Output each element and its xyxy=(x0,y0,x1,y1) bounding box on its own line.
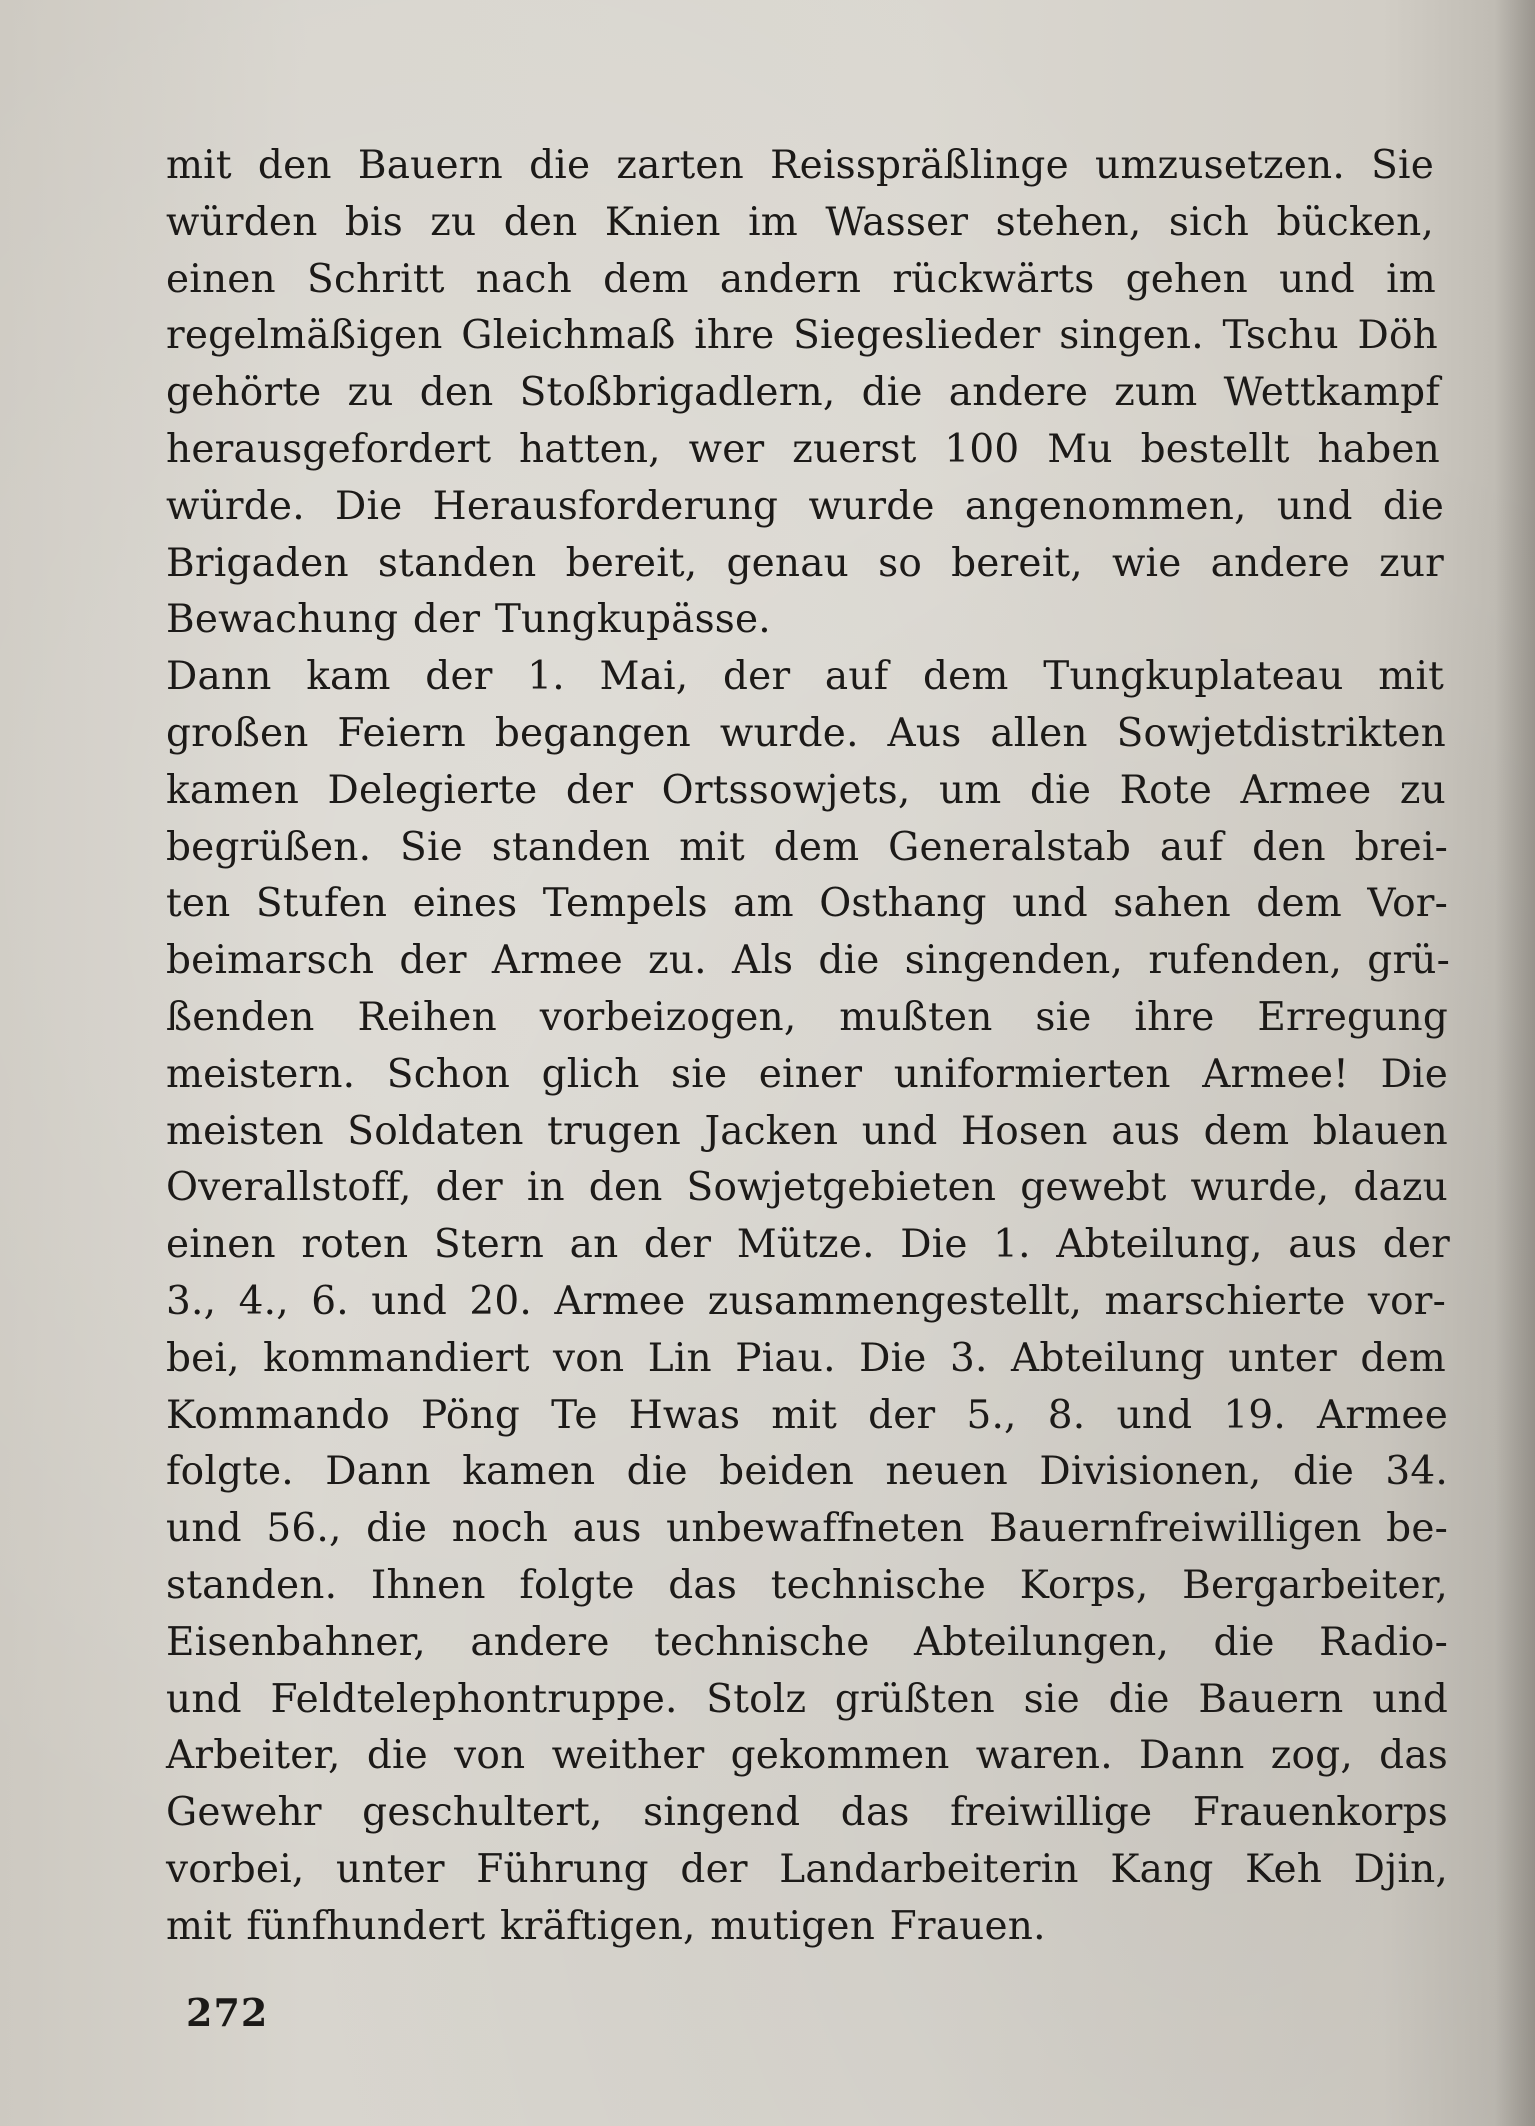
text-line: Overallstoff, der in den Sowjetgebieten gewebt wurde, dazu xyxy=(166,1165,1448,1211)
text-line: würde. Die Herausforderung wurde angenommen, und die xyxy=(166,483,1444,529)
text-line: standen. Ihnen folgte das technische Korps, Bergarbeiter, xyxy=(166,1562,1448,1608)
text-line: bei, kommandiert von Lin Piau. Die 3. Abteilung unter dem xyxy=(166,1335,1446,1381)
text-line: Gewehr geschultert, singend das freiwillige Frauenkorps xyxy=(166,1790,1448,1836)
text-line: vorbei, unter Führung der Landarbeiterin Kang Keh Djin, xyxy=(166,1846,1448,1892)
text-line: begrüßen. Sie standen mit dem Generalstab auf den brei- xyxy=(166,824,1448,870)
text-line: folgte. Dann kamen die beiden neuen Divisionen, die 34. xyxy=(166,1449,1448,1495)
text-line: ten Stufen eines Tempels am Osthang und sahen dem Vor- xyxy=(166,881,1448,927)
text-line: großen Feiern begangen wurde. Aus allen Sowjetdistrikten xyxy=(166,710,1446,756)
page-number: 272 xyxy=(186,1990,269,2035)
text-line: und 56., die noch aus unbewaffneten Bauernfreiwilligen be- xyxy=(166,1506,1448,1552)
text-line: einen Schritt nach dem andern rückwärts gehen und im xyxy=(166,256,1436,302)
text-line: meisten Soldaten trugen Jacken und Hosen aus dem blauen xyxy=(166,1108,1448,1154)
text-line: würden bis zu den Knien im Wasser stehen, sich bücken, xyxy=(166,199,1434,245)
text-line: regelmäßigen Gleichmaß ihre Siegeslieder singen. Tschu Döh xyxy=(166,313,1438,359)
text-line: beimarsch der Armee zu. Als die singenden, rufenden, grü- xyxy=(166,938,1450,984)
text-line: kamen Delegierte der Ortssowjets, um die Rote Armee zu xyxy=(166,767,1446,813)
text-line: Eisenbahner, andere technische Abteilungen, die Radio- xyxy=(166,1619,1448,1665)
text-line: mit den Bauern die zarten Reisspräßlinge umzusetzen. Sie xyxy=(166,143,1434,188)
text-line: Dann kam der 1. Mai, der auf dem Tungkuplateau mit xyxy=(166,654,1444,700)
text-line: Brigaden standen bereit, genau so bereit, wie andere zur xyxy=(166,540,1444,586)
text-line: Arbeiter, die von weither gekommen waren. Dann zog, das xyxy=(166,1733,1448,1779)
text-line: gehörte zu den Stoßbrigadlern, die andere zum Wettkampf xyxy=(166,370,1440,416)
text-line: herausgefordert hatten, wer zuerst 100 Mu bestellt haben xyxy=(166,426,1440,472)
text-line: Bewachung der Tungkupässe. xyxy=(166,597,771,643)
text-line: Kommando Pöng Te Hwas mit der 5., 8. und 19. Armee xyxy=(166,1392,1448,1438)
text-line: mit fünfhundert kräftigen, mutigen Frauen. xyxy=(166,1903,1046,1949)
text-line: und Feldtelephontruppe. Stolz grüßten sie die Bauern und xyxy=(166,1676,1448,1722)
text-line: 3., 4., 6. und 20. Armee zusammengestellt, marschierte vor- xyxy=(166,1278,1446,1324)
body-text xyxy=(166,138,1450,1956)
text-line: einen roten Stern an der Mütze. Die 1. Abteilung, aus der xyxy=(166,1222,1450,1268)
text-line: ßenden Reihen vorbeizogen, mußten sie ihre Erregung xyxy=(166,994,1448,1040)
text-line: meistern. Schon glich sie einer uniformierten Armee! Die xyxy=(166,1051,1448,1097)
